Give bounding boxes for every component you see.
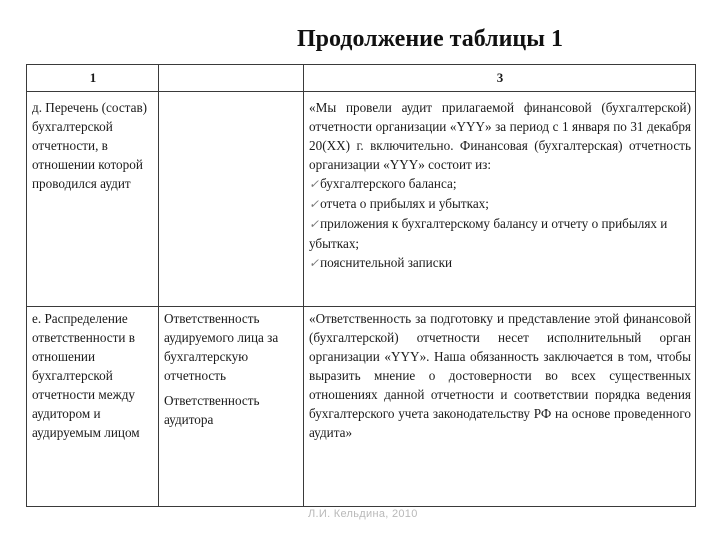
bullet-icon: ✓ xyxy=(309,256,320,270)
row-d-content xyxy=(304,92,696,307)
row-d-middle xyxy=(159,92,304,307)
list-item: ✓приложения к бухгалтерскому балансу и отчету о прибылях и убытках; xyxy=(309,216,668,251)
bullet-icon: ✓ xyxy=(309,217,320,231)
row-d-label-text: д. Перечень (состав) бухгалтерской отчетности, в отношении которой проводился аудит xyxy=(32,100,148,191)
bullet-icon: ✓ xyxy=(309,197,320,211)
author-watermark: Л.И. Кельдина, 2010 xyxy=(308,508,418,520)
bullet-icon: ✓ xyxy=(309,177,320,191)
header-col-2 xyxy=(159,65,304,92)
header-col-1: 1 xyxy=(27,65,159,92)
list-item: ✓бухгалтерского баланса; xyxy=(309,176,457,191)
table-row-d xyxy=(27,92,696,307)
list-item: ✓пояснительной записки xyxy=(309,255,453,270)
row-d-label xyxy=(27,92,159,307)
row-e-label: е. Распределение ответственности в отношении бухгалтерской отчетности между аудитором и аудируемым лицом xyxy=(27,307,159,507)
row-d-intro: «Мы провели аудит прилагаемой финансовой (бухгалтерской) отчетности организации «YYY» за период с 1 января по 31 декабря 20(XX) г. включительно. Финансовая (бухгалтерская) отчетность организации «YYY» состоит из: xyxy=(309,100,691,172)
page-title: Продолжение таблицы 1 xyxy=(296,26,563,52)
table-row-e xyxy=(27,307,696,507)
table-header-row xyxy=(27,65,696,92)
auditee-responsibility: Ответственность аудируемого лица за бухгалтерскую отчетность xyxy=(164,311,279,383)
row-e-middle xyxy=(159,307,304,507)
header-col-3: 3 xyxy=(304,65,696,92)
auditor-responsibility: Ответственность аудитора xyxy=(164,393,260,427)
row-e-content: «Ответственность за подготовку и представление этой финансовой (бухгалтерской) отчетности несет исполнительный орган организации «YYY». Наша обязанность заключается в том, чтобы выразить мнение о достоверности во всех существенных отношениях данной отчетности и соответствии порядка ведения бухгалтерского учета законодательству РФ на основе проведенного аудита» xyxy=(304,307,696,507)
list-item: ✓отчета о прибылях и убытках; xyxy=(309,196,489,211)
audit-report-table xyxy=(26,64,696,507)
